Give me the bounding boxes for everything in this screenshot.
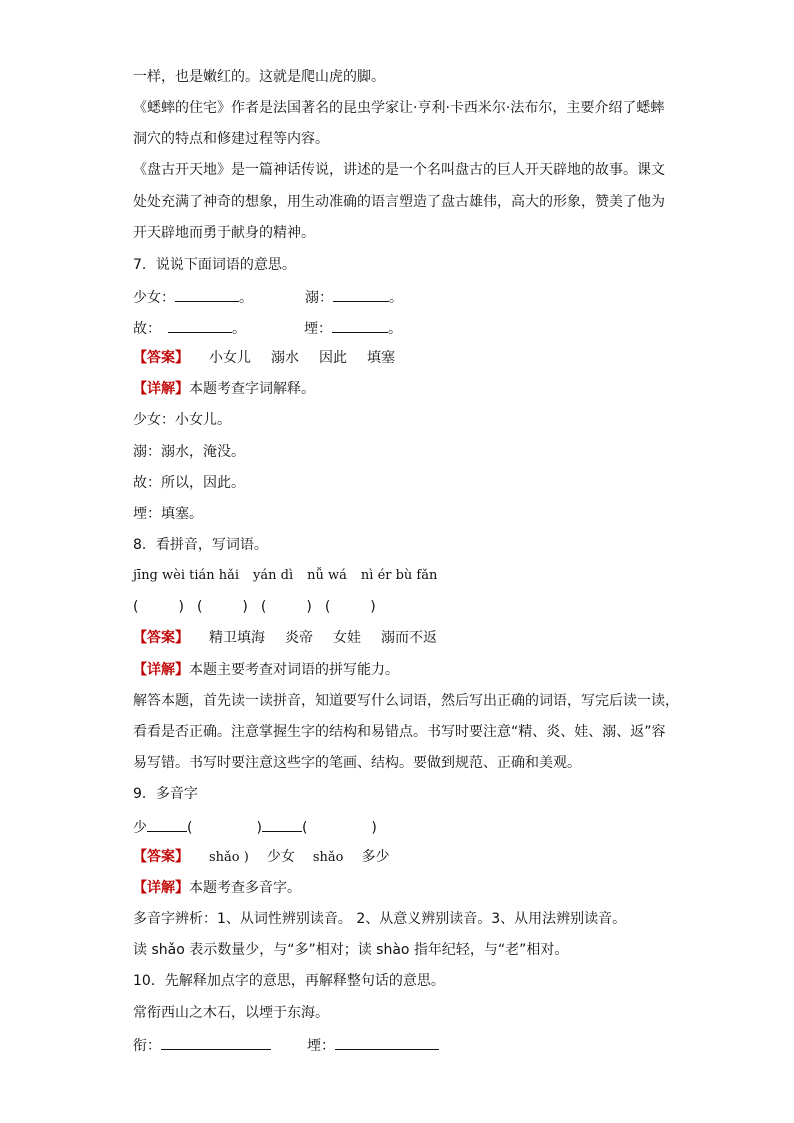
q8-paren-close-3: ) xyxy=(306,599,312,615)
intro-line-2: 《蟋蟀的住宅》作者是法国著名的昆虫学家让·亨利·卡西米尔·法布尔，主要介绍了蟋蟀 xyxy=(133,100,665,116)
q7-row-2 xyxy=(133,318,402,338)
q9-detail-row xyxy=(133,879,301,897)
q9-para-2: 读 shǎo 表示数量少，与“多”相对；读 shào 指年纪轻，与“老”相对。 xyxy=(133,942,569,958)
q8-para-2: 看看是否正确。注意掌握生字的结构和易错点。书写时要注意“精、炎、娃、溺、返”容 xyxy=(133,724,666,740)
q9-paren-open-1: ( xyxy=(187,820,193,836)
q9-answer-1: shǎo ) xyxy=(209,850,249,865)
q9-answer-row xyxy=(133,848,389,867)
q7-word-4: 堙： xyxy=(304,321,332,337)
q8-answer-1: 精卫填海 xyxy=(209,630,265,646)
q8-para-1: 解答本题，首先读一读拼音，知道要写什么词语，然后写出正确的词语，写完后读一读， xyxy=(133,693,679,709)
q7-blank-2[interactable] xyxy=(333,287,389,302)
q10-row xyxy=(133,1035,439,1055)
q7-answer-4: 填塞 xyxy=(367,350,395,366)
q9-detail-label: 【详解】 xyxy=(133,880,189,896)
q8-paren-open-3: ( xyxy=(260,599,267,615)
q8-paren-open-2: ( xyxy=(196,599,203,615)
q7-answer-1: 小女儿 xyxy=(209,350,251,366)
q7-explain-3: 故：所以，因此。 xyxy=(133,475,245,491)
q8-pinyin-3: nǚ wá xyxy=(307,568,347,583)
q9-answer-label: 【答案】 xyxy=(133,849,189,865)
q9-paren-close-2: ) xyxy=(371,820,377,836)
q7-explain-1: 少女：小女儿。 xyxy=(133,412,231,428)
q7-word-1: 少女： xyxy=(133,290,175,306)
q10-sentence: 常衔西山之木石，以堙于东海。 xyxy=(133,1005,329,1021)
q9-answer-4: 多少 xyxy=(361,849,390,865)
q8-pinyin-4: nì ér bù fǎn xyxy=(360,568,438,583)
q8-paren-open-1: ( xyxy=(133,599,139,615)
intro-line-5: 处处充满了神奇的想象，用生动准确的语言塑造了盘古雄伟，高大的形象，赞美了他为 xyxy=(133,194,665,210)
q10-word-1: 衔： xyxy=(133,1038,161,1054)
q7-row-1 xyxy=(133,287,403,307)
q8-answer-2: 炎帝 xyxy=(285,630,313,646)
q7-word-2-end: 。 xyxy=(389,290,403,306)
q8-answer-3: 女娃 xyxy=(333,630,361,646)
q8-pinyin-2: yán dì xyxy=(253,568,294,583)
q7-detail-text: 本题考查字词解释。 xyxy=(189,381,315,397)
q10-blank-2[interactable] xyxy=(335,1035,439,1050)
q7-answer-row xyxy=(133,349,395,367)
q8-detail-row xyxy=(133,661,399,679)
q9-title: 9．多音字 xyxy=(133,786,198,802)
q7-word-4-end: 。 xyxy=(388,321,402,337)
q7-title: 7．说说下面词语的意思。 xyxy=(133,257,296,273)
q7-word-3-end: 。 xyxy=(232,321,246,337)
q9-paren-close-1: ) xyxy=(256,820,262,836)
intro-line-6: 开天辟地而勇于献身的精神。 xyxy=(133,225,315,241)
intro-line-1: 一样，也是嫩红的。这就是爬山虎的脚。 xyxy=(133,69,385,85)
q10-blank-1[interactable] xyxy=(161,1035,271,1050)
q8-detail-text: 本题主要考查对词语的拼写能力。 xyxy=(189,662,399,678)
q7-detail-row xyxy=(133,380,315,398)
q9-para-1: 多音字辨析：1、从词性辨别读音。 2、从意义辨别读音。3、从用法辨别读音。 xyxy=(133,911,627,927)
q7-blank-3[interactable] xyxy=(168,318,232,333)
q7-blank-1[interactable] xyxy=(175,287,239,302)
q8-paren-open-4: ( xyxy=(324,599,331,615)
q9-answer-2: 少女 xyxy=(266,849,295,865)
q7-word-3: 故： xyxy=(133,321,161,337)
q8-paren-row xyxy=(133,598,376,616)
q9-blank-2[interactable] xyxy=(262,817,302,832)
q8-answer-4: 溺而不返 xyxy=(381,630,437,646)
q9-detail-text: 本题考查多音字。 xyxy=(189,880,301,896)
q7-answer-3: 因此 xyxy=(319,350,347,366)
q9-answer-3: shǎo xyxy=(312,850,344,865)
q7-answer-label: 【答案】 xyxy=(133,350,189,366)
q10-title: 10．先解释加点字的意思，再解释整句话的意思。 xyxy=(133,973,445,989)
q9-paren-open-2: ( xyxy=(301,820,308,836)
q7-explain-4: 堙：填塞。 xyxy=(133,506,203,522)
q7-word-1-end: 。 xyxy=(239,290,253,306)
q8-pinyin-1: jīng wèi tián hǎi xyxy=(133,568,240,583)
q8-para-3: 易写错。书写时要注意这些字的笔画、结构。要做到规范、正确和美观。 xyxy=(133,755,581,771)
q7-blank-4[interactable] xyxy=(332,318,388,333)
q8-answer-label: 【答案】 xyxy=(133,630,189,646)
q7-explain-2: 溺：溺水，淹没。 xyxy=(133,444,245,460)
q7-answer-2: 溺水 xyxy=(271,350,299,366)
q8-title: 8．看拼音，写词语。 xyxy=(133,537,268,553)
intro-line-4: 《盘古开天地》是一篇神话传说，讲述的是一个名叫盘古的巨人开天辟地的故事。课文 xyxy=(133,162,665,178)
q8-detail-label: 【详解】 xyxy=(133,662,189,678)
q9-blank-1[interactable] xyxy=(147,817,187,832)
q9-row xyxy=(133,817,377,837)
q8-paren-close-1: ) xyxy=(178,599,184,615)
q7-detail-label: 【详解】 xyxy=(133,381,189,397)
intro-line-3: 洞穴的特点和修建过程等内容。 xyxy=(133,131,329,147)
q8-paren-close-2: ) xyxy=(242,599,248,615)
q7-word-2: 溺： xyxy=(305,290,333,306)
q8-pinyin-row xyxy=(133,567,437,585)
q8-answer-row xyxy=(133,629,437,647)
q10-word-2: 堙： xyxy=(307,1038,335,1054)
q8-paren-close-4: ) xyxy=(370,599,376,615)
q9-char: 少 xyxy=(133,820,147,836)
